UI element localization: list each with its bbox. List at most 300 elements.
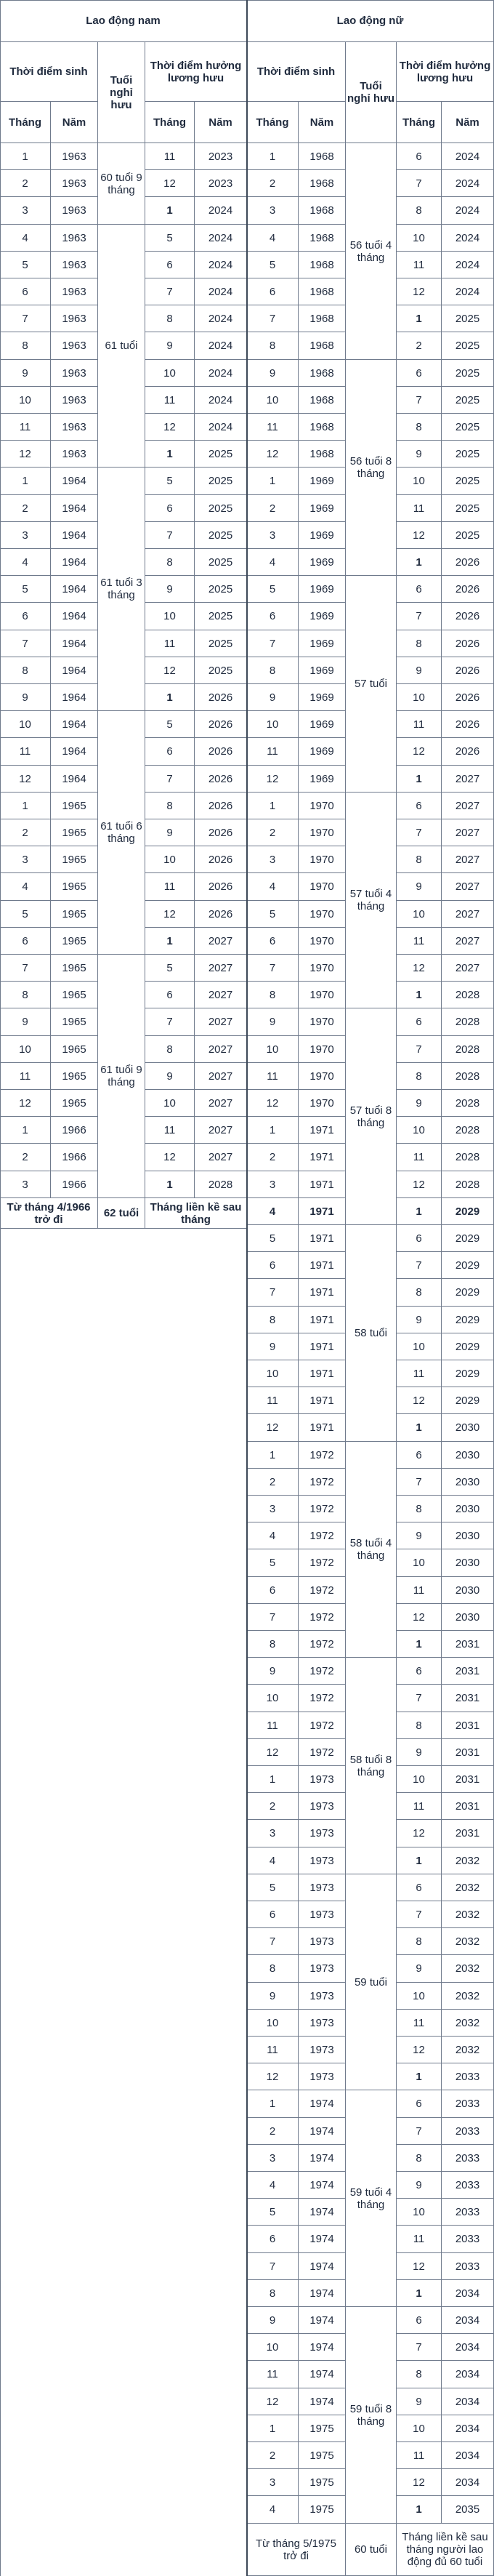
pension-month-cell: 10 (145, 360, 195, 387)
pension-month-cell: 7 (145, 522, 195, 549)
pension-year-cell: 2024 (195, 414, 247, 441)
pension-month-cell: 1 (397, 1414, 442, 1442)
pension-year-cell: 2027 (442, 846, 494, 873)
pension-month-cell: 7 (397, 603, 442, 630)
pension-month-cell: 8 (145, 1036, 195, 1063)
birth-year-cell: 1971 (299, 1333, 346, 1360)
birth-year-cell: 1973 (299, 2063, 346, 2090)
pension-month-cell: 10 (397, 1549, 442, 1577)
pension-month-cell: 6 (397, 793, 442, 819)
birth-year-cell: 1963 (51, 252, 98, 278)
birth-month-cell: 5 (0, 252, 51, 278)
pension-month-cell: 10 (397, 1333, 442, 1360)
retirement-age-cell: 61 tuổi (98, 225, 145, 468)
birth-year-cell: 1968 (299, 225, 346, 252)
pension-month-cell: 1 (397, 549, 442, 576)
pension-year-cell: 2028 (442, 1008, 494, 1036)
pension-year-cell: 2027 (442, 819, 494, 846)
birth-month-cell: 2 (247, 495, 299, 522)
birth-year-cell: 1965 (51, 982, 98, 1008)
birth-month-cell: 1 (0, 143, 51, 170)
pension-year-cell: 2027 (442, 766, 494, 793)
birth-year-cell: 1965 (51, 873, 98, 901)
birth-year-cell: 1973 (299, 1928, 346, 1955)
birth-year-cell: 1968 (299, 441, 346, 468)
birth-month-cell: 3 (247, 1496, 299, 1522)
pension-month-cell: 7 (397, 819, 442, 846)
birth-month-cell: 5 (247, 2199, 299, 2226)
birth-month-cell: 9 (247, 1008, 299, 1036)
pension-month-cell: 12 (397, 2037, 442, 2063)
birth-month-cell: 11 (0, 414, 51, 441)
birth-year-cell: 1973 (299, 1820, 346, 1847)
pension-month-cell: 6 (397, 360, 442, 387)
pension-month-cell: 5 (145, 955, 195, 982)
birth-month-cell: 4 (247, 2172, 299, 2199)
pension-year-cell: 2024 (442, 197, 494, 225)
birth-year-cell: 1968 (299, 252, 346, 278)
pension-year-cell: 2027 (195, 1090, 247, 1117)
birth-month-cell: 7 (247, 1604, 299, 1631)
pension-month-cell: 10 (397, 468, 442, 495)
birth-month-cell: 12 (247, 2063, 299, 2090)
pension-month-cell: 10 (145, 603, 195, 630)
pension-month-cell: 9 (397, 441, 442, 468)
birth-year-cell: 1973 (299, 2010, 346, 2037)
birth-month-cell: 11 (0, 1063, 51, 1090)
pension-year-cell: 2027 (442, 901, 494, 928)
female-birth-month-header: Tháng (247, 102, 299, 143)
birth-year-cell: 1968 (299, 387, 346, 414)
birth-month-cell: 12 (247, 2388, 299, 2415)
birth-year-cell: 1972 (299, 1442, 346, 1469)
birth-year-cell: 1965 (51, 793, 98, 819)
pension-year-cell: 2024 (195, 360, 247, 387)
birth-month-cell: 2 (247, 2118, 299, 2145)
retirement-age-cell: 57 tuổi (346, 576, 397, 793)
birth-year-cell: 1970 (299, 1008, 346, 1036)
pension-month-cell: 8 (397, 1063, 442, 1090)
birth-month-cell: 6 (247, 278, 299, 305)
pension-year-cell: 2032 (442, 1847, 494, 1874)
pension-month-cell: 12 (397, 2469, 442, 2496)
female-pension-month-header: Tháng (397, 102, 442, 143)
pension-year-cell: 2024 (195, 305, 247, 332)
pension-month-cell: 7 (397, 387, 442, 414)
pension-month-cell: 8 (397, 197, 442, 225)
pension-year-cell: 2025 (442, 468, 494, 495)
birth-year-cell: 1964 (51, 684, 98, 711)
birth-month-cell: 12 (0, 766, 51, 793)
birth-month-cell: 2 (247, 1144, 299, 1171)
pension-month-cell: 8 (397, 846, 442, 873)
birth-year-cell: 1974 (299, 2388, 346, 2415)
birth-year-cell: 1970 (299, 1063, 346, 1090)
birth-month-cell: 5 (0, 576, 51, 603)
pension-year-cell: 2034 (442, 2361, 494, 2388)
birth-year-cell: 1970 (299, 901, 346, 928)
birth-month-cell: 9 (0, 1008, 51, 1036)
birth-month-cell: 4 (247, 1198, 299, 1225)
pension-month-cell: 9 (397, 1955, 442, 1983)
birth-month-cell: 6 (0, 278, 51, 305)
pension-month-cell: 7 (397, 1036, 442, 1063)
pension-month-cell: 1 (397, 1847, 442, 1874)
birth-year-cell: 1970 (299, 1036, 346, 1063)
female-birth-header: Thời điểm sinh (247, 42, 346, 102)
pension-month-cell: 8 (397, 1712, 442, 1739)
birth-year-cell: 1975 (299, 2469, 346, 2496)
pension-month-cell: 10 (397, 1983, 442, 2010)
pension-year-cell: 2026 (442, 738, 494, 766)
pension-year-cell: 2025 (195, 576, 247, 603)
pension-year-cell: 2033 (442, 2253, 494, 2280)
pension-month-cell: 8 (145, 793, 195, 819)
pension-year-cell: 2030 (442, 1414, 494, 1442)
birth-year-cell: 1974 (299, 2145, 346, 2172)
pension-year-cell: 2031 (442, 1793, 494, 1820)
birth-year-cell: 1972 (299, 1658, 346, 1685)
pension-year-cell: 2030 (442, 1604, 494, 1631)
male-pension-year-header: Năm (195, 102, 247, 143)
retirement-age-cell: 56 tuổi 8 tháng (346, 360, 397, 576)
pension-month-cell: 12 (145, 1144, 195, 1171)
birth-month-cell: 3 (0, 522, 51, 549)
pension-month-cell: 7 (145, 278, 195, 305)
pension-year-cell: 2032 (442, 2010, 494, 2037)
birth-year-cell: 1969 (299, 603, 346, 630)
birth-year-cell: 1974 (299, 2307, 346, 2334)
pension-year-cell: 2027 (195, 1144, 247, 1171)
retirement-age-cell: 59 tuổi 4 tháng (346, 2090, 397, 2307)
pension-month-cell: 6 (397, 1874, 442, 1901)
birth-year-cell: 1975 (299, 2415, 346, 2442)
pension-year-cell: 2023 (195, 143, 247, 170)
birth-month-cell: 5 (247, 252, 299, 278)
birth-year-cell: 1971 (299, 1360, 346, 1387)
birth-year-cell: 1965 (51, 819, 98, 846)
female-pension-year-header: Năm (442, 102, 494, 143)
birth-month-cell: 3 (0, 1171, 51, 1198)
pension-year-cell: 2029 (442, 1360, 494, 1387)
pension-year-cell: 2030 (442, 1549, 494, 1577)
birth-month-cell: 2 (247, 2442, 299, 2469)
pension-month-cell: 10 (145, 1090, 195, 1117)
pension-month-cell: 11 (397, 1360, 442, 1387)
pension-year-cell: 2031 (442, 1685, 494, 1712)
pension-month-cell: 1 (145, 197, 195, 225)
birth-month-cell: 7 (0, 630, 51, 657)
birth-month-cell: 3 (0, 197, 51, 225)
pension-year-cell: 2026 (195, 766, 247, 793)
birth-year-cell: 1973 (299, 1874, 346, 1901)
birth-year-cell: 1971 (299, 1414, 346, 1442)
pension-month-cell: 11 (145, 143, 195, 170)
birth-year-cell: 1972 (299, 1631, 346, 1658)
pension-month-cell: 12 (145, 414, 195, 441)
pension-year-cell: 2035 (442, 2496, 494, 2524)
birth-month-cell: 4 (0, 873, 51, 901)
birth-year-cell: 1971 (299, 1387, 346, 1414)
pension-month-cell: 10 (397, 2415, 442, 2442)
pension-month-cell: 9 (145, 1063, 195, 1090)
retirement-age-cell: 59 tuổi (346, 1874, 397, 2090)
birth-year-cell: 1974 (299, 2226, 346, 2253)
birth-month-cell: 9 (247, 684, 299, 711)
final-age-cell: 60 tuổi (346, 2524, 397, 2576)
birth-year-cell: 1972 (299, 1577, 346, 1604)
pension-month-cell: 12 (397, 1820, 442, 1847)
pension-year-cell: 2026 (195, 793, 247, 819)
birth-year-cell: 1965 (51, 901, 98, 928)
pension-month-cell: 8 (145, 549, 195, 576)
birth-month-cell: 4 (247, 1522, 299, 1549)
pension-year-cell: 2028 (442, 1117, 494, 1144)
birth-month-cell: 8 (0, 657, 51, 684)
pension-month-cell: 11 (145, 387, 195, 414)
pension-month-cell: 11 (397, 711, 442, 738)
pension-month-cell: 9 (397, 1307, 442, 1333)
pension-year-cell: 2023 (195, 170, 247, 197)
pension-year-cell: 2026 (442, 630, 494, 657)
birth-year-cell: 1968 (299, 360, 346, 387)
birth-year-cell: 1971 (299, 1225, 346, 1252)
pension-year-cell: 2025 (442, 332, 494, 360)
pension-month-cell: 7 (397, 170, 442, 197)
birth-year-cell: 1970 (299, 955, 346, 982)
retirement-age-cell: 57 tuổi 8 tháng (346, 1008, 397, 1225)
pension-year-cell: 2032 (442, 2037, 494, 2063)
birth-year-cell: 1969 (299, 522, 346, 549)
pension-month-cell: 1 (145, 441, 195, 468)
retirement-age-cell: 60 tuổi 9 tháng (98, 143, 145, 225)
pension-month-cell: 9 (145, 332, 195, 360)
birth-month-cell: 4 (247, 2496, 299, 2524)
pension-year-cell: 2027 (195, 982, 247, 1008)
birth-month-cell: 1 (247, 2090, 299, 2118)
pension-year-cell: 2027 (195, 1036, 247, 1063)
birth-month-cell: 12 (0, 441, 51, 468)
pension-month-cell: 1 (397, 766, 442, 793)
pension-year-cell: 2027 (195, 1063, 247, 1090)
pension-year-cell: 2025 (195, 603, 247, 630)
birth-month-cell: 4 (0, 225, 51, 252)
pension-month-cell: 6 (397, 143, 442, 170)
birth-year-cell: 1974 (299, 2253, 346, 2280)
pension-month-cell: 8 (397, 1496, 442, 1522)
pension-year-cell: 2030 (442, 1469, 494, 1496)
retirement-age-cell: 61 tuổi 3 tháng (98, 468, 145, 711)
pension-year-cell: 2034 (442, 2469, 494, 2496)
birth-month-cell: 3 (247, 1820, 299, 1847)
birth-year-cell: 1963 (51, 387, 98, 414)
birth-year-cell: 1964 (51, 549, 98, 576)
pension-month-cell: 10 (397, 2199, 442, 2226)
pension-year-cell: 2029 (442, 1198, 494, 1225)
retirement-age-cell: 58 tuổi 8 tháng (346, 1658, 397, 1874)
pension-year-cell: 2026 (195, 873, 247, 901)
birth-month-cell: 2 (0, 819, 51, 846)
birth-year-cell: 1969 (299, 657, 346, 684)
birth-month-cell: 2 (247, 170, 299, 197)
birth-month-cell: 7 (0, 955, 51, 982)
birth-month-cell: 1 (247, 468, 299, 495)
pension-year-cell: 2030 (442, 1496, 494, 1522)
pension-year-cell: 2027 (442, 928, 494, 955)
birth-month-cell: 8 (247, 2280, 299, 2307)
pension-year-cell: 2031 (442, 1658, 494, 1685)
birth-month-cell: 9 (0, 684, 51, 711)
pension-year-cell: 2032 (442, 1874, 494, 1901)
birth-year-cell: 1972 (299, 1739, 346, 1766)
pension-year-cell: 2026 (195, 711, 247, 738)
pension-month-cell: 8 (397, 2361, 442, 2388)
pension-year-cell: 2026 (442, 684, 494, 711)
pension-year-cell: 2027 (195, 955, 247, 982)
birth-year-cell: 1973 (299, 2037, 346, 2063)
birth-year-cell: 1969 (299, 495, 346, 522)
pension-year-cell: 2024 (442, 225, 494, 252)
pension-month-cell: 6 (145, 982, 195, 1008)
pension-year-cell: 2033 (442, 2063, 494, 2090)
birth-year-cell: 1966 (51, 1117, 98, 1144)
birth-month-cell: 7 (247, 305, 299, 332)
pension-month-cell: 1 (397, 2063, 442, 2090)
birth-year-cell: 1964 (51, 738, 98, 766)
birth-year-cell: 1969 (299, 738, 346, 766)
pension-year-cell: 2028 (442, 1144, 494, 1171)
birth-year-cell: 1964 (51, 603, 98, 630)
pension-year-cell: 2033 (442, 2118, 494, 2145)
final-birth-cell: Từ tháng 4/1966 trở đi (0, 1198, 98, 1229)
birth-year-cell: 1969 (299, 711, 346, 738)
birth-year-cell: 1973 (299, 1793, 346, 1820)
retirement-age-cell: 61 tuổi 9 tháng (98, 955, 145, 1198)
pension-month-cell: 11 (145, 873, 195, 901)
birth-year-cell: 1972 (299, 1549, 346, 1577)
birth-year-cell: 1969 (299, 630, 346, 657)
birth-year-cell: 1965 (51, 955, 98, 982)
birth-month-cell: 7 (247, 2253, 299, 2280)
birth-year-cell: 1963 (51, 225, 98, 252)
pension-month-cell: 1 (145, 928, 195, 955)
pension-year-cell: 2034 (442, 2442, 494, 2469)
male-birth-month-header: Tháng (0, 102, 51, 143)
birth-year-cell: 1971 (299, 1307, 346, 1333)
pension-year-cell: 2024 (195, 225, 247, 252)
pension-year-cell: 2025 (442, 305, 494, 332)
pension-year-cell: 2025 (195, 549, 247, 576)
pension-year-cell: 2024 (195, 387, 247, 414)
pension-month-cell: 10 (397, 684, 442, 711)
pension-month-cell: 9 (397, 1090, 442, 1117)
birth-year-cell: 1965 (51, 1090, 98, 1117)
pension-month-cell: 8 (397, 1279, 442, 1307)
birth-year-cell: 1963 (51, 332, 98, 360)
pension-month-cell: 12 (397, 1171, 442, 1198)
pension-year-cell: 2025 (195, 630, 247, 657)
birth-year-cell: 1970 (299, 982, 346, 1008)
pension-month-cell: 9 (145, 819, 195, 846)
birth-year-cell: 1965 (51, 1063, 98, 1090)
pension-month-cell: 11 (397, 2442, 442, 2469)
pension-year-cell: 2030 (442, 1522, 494, 1549)
final-pension-cell: Tháng liền kề sau tháng người lao động đủ 60 tuổi (397, 2524, 494, 2576)
birth-month-cell: 1 (0, 468, 51, 495)
birth-month-cell: 1 (0, 793, 51, 819)
birth-month-cell: 12 (247, 1739, 299, 1766)
pension-year-cell: 2024 (195, 332, 247, 360)
pension-month-cell: 7 (397, 2334, 442, 2361)
pension-year-cell: 2025 (442, 495, 494, 522)
birth-month-cell: 1 (247, 143, 299, 170)
pension-month-cell: 2 (397, 332, 442, 360)
pension-month-cell: 12 (397, 955, 442, 982)
birth-month-cell: 5 (247, 1549, 299, 1577)
male-birth-header: Thời điểm sinh (0, 42, 98, 102)
pension-month-cell: 10 (397, 1766, 442, 1793)
birth-month-cell: 9 (0, 360, 51, 387)
birth-year-cell: 1971 (299, 1279, 346, 1307)
birth-year-cell: 1973 (299, 1766, 346, 1793)
birth-month-cell: 2 (0, 1144, 51, 1171)
pension-year-cell: 2024 (442, 278, 494, 305)
pension-month-cell: 6 (397, 1658, 442, 1685)
pension-year-cell: 2028 (442, 1171, 494, 1198)
birth-year-cell: 1971 (299, 1198, 346, 1225)
pension-year-cell: 2034 (442, 2388, 494, 2415)
birth-year-cell: 1963 (51, 170, 98, 197)
pension-month-cell: 7 (397, 1252, 442, 1279)
birth-month-cell: 6 (247, 603, 299, 630)
birth-year-cell: 1963 (51, 441, 98, 468)
final-pension-cell: Tháng liền kề sau tháng (145, 1198, 247, 1229)
female-pension-header: Thời điểm hưởng lương hưu (397, 42, 494, 102)
birth-year-cell: 1974 (299, 2334, 346, 2361)
pension-month-cell: 9 (397, 2172, 442, 2199)
pension-year-cell: 2031 (442, 1712, 494, 1739)
pension-month-cell: 11 (397, 2010, 442, 2037)
gender-column-divider (246, 0, 248, 2576)
birth-year-cell: 1972 (299, 1604, 346, 1631)
birth-month-cell: 11 (0, 738, 51, 766)
birth-month-cell: 11 (247, 2361, 299, 2388)
pension-month-cell: 9 (397, 2388, 442, 2415)
birth-year-cell: 1968 (299, 143, 346, 170)
birth-month-cell: 4 (247, 873, 299, 901)
birth-month-cell: 4 (247, 549, 299, 576)
pension-year-cell: 2029 (442, 1387, 494, 1414)
pension-month-cell: 11 (397, 1144, 442, 1171)
pension-year-cell: 2026 (195, 846, 247, 873)
birth-year-cell: 1966 (51, 1171, 98, 1198)
birth-month-cell: 3 (247, 2145, 299, 2172)
birth-year-cell: 1968 (299, 332, 346, 360)
birth-year-cell: 1971 (299, 1252, 346, 1279)
birth-month-cell: 6 (247, 1901, 299, 1928)
birth-month-cell: 6 (0, 928, 51, 955)
pension-month-cell: 12 (397, 522, 442, 549)
pension-year-cell: 2033 (442, 2172, 494, 2199)
female-birth-year-header: Năm (299, 102, 346, 143)
pension-month-cell: 11 (397, 252, 442, 278)
birth-month-cell: 10 (0, 387, 51, 414)
birth-year-cell: 1973 (299, 1901, 346, 1928)
pension-year-cell: 2029 (442, 1279, 494, 1307)
pension-month-cell: 10 (397, 1117, 442, 1144)
pension-month-cell: 12 (397, 1604, 442, 1631)
pension-year-cell: 2029 (442, 1252, 494, 1279)
